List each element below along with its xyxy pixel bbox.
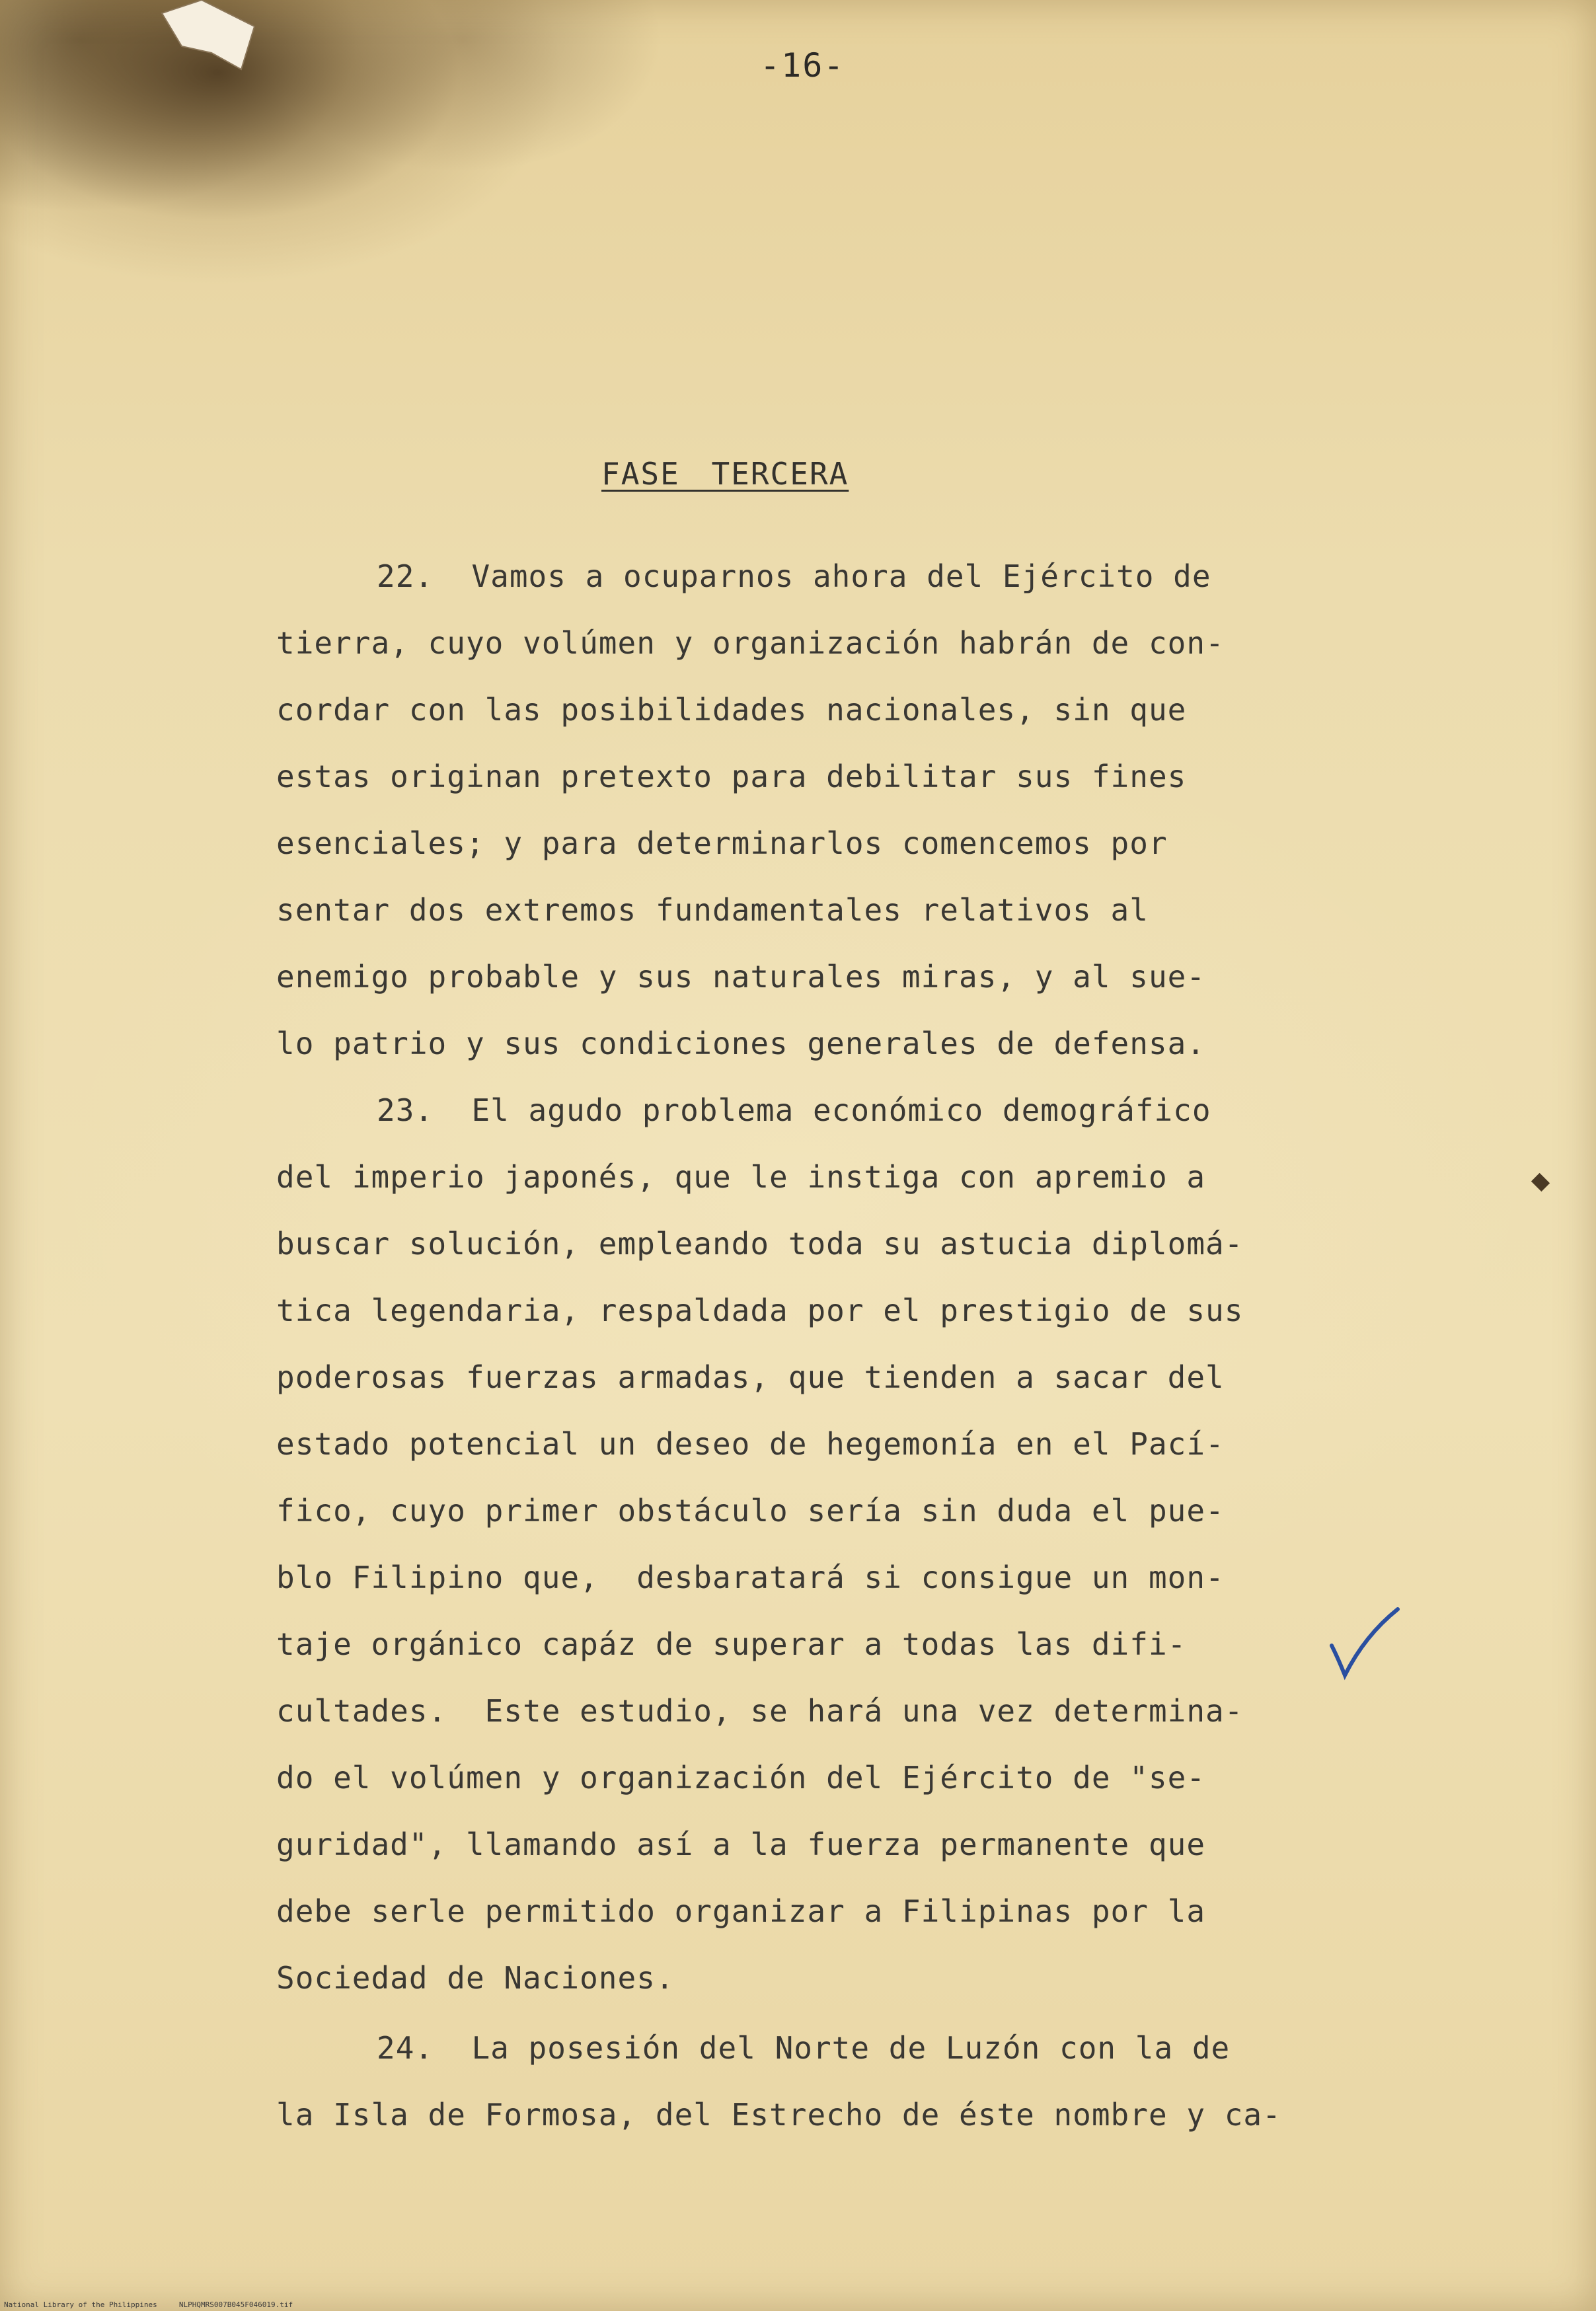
- text-line: 24. La posesión del Norte de Luzón con la de: [377, 2030, 1231, 2066]
- text-line: fico, cuyo primer obstáculo sería sin duda el pue-: [276, 1493, 1225, 1529]
- text-line: 23. El agudo problema económico demográfico: [377, 1092, 1211, 1128]
- text-line: tica legendaria, respaldada por el prestigio de sus: [276, 1293, 1244, 1328]
- text-line: cultades. Este estudio, se hará una vez determina-: [276, 1693, 1244, 1729]
- text-line: 22. Vamos a ocuparnos ahora del Ejército de: [377, 558, 1211, 594]
- text-line: esenciales; y para determinarlos comencemos por: [276, 825, 1168, 861]
- text-line: la Isla de Formosa, del Estrecho de éste nombre y ca-: [276, 2097, 1281, 2133]
- text-line: cordar con las posibilidades nacionales, sin que: [276, 692, 1187, 728]
- text-line: poderosas fuerzas armadas, que tienden a sacar del: [276, 1359, 1225, 1395]
- text-line: estas originan pretexto para debilitar sus fines: [276, 759, 1187, 794]
- text-line: debe serle permitido organizar a Filipinas por la: [276, 1893, 1206, 1929]
- text-line: Sociedad de Naciones.: [276, 1960, 675, 1996]
- page-number: -16-: [760, 46, 845, 85]
- text-line: buscar solución, empleando toda su astucia diplomá-: [276, 1226, 1244, 1262]
- text-line: del imperio japonés, que le instiga con apremio a: [276, 1159, 1206, 1195]
- torn-corner-mark: [155, 0, 261, 73]
- text-line: lo patrio y sus condiciones generales de defensa.: [276, 1026, 1206, 1061]
- text-line: blo Filipino que, desbaratará si consigue un mon-: [276, 1560, 1225, 1595]
- text-line: tierra, cuyo volúmen y organización habrán de con-: [276, 625, 1225, 661]
- text-line: guridad", llamando así a la fuerza permanente que: [276, 1827, 1206, 1862]
- archive-caption: National Library of the Philippines NLPHQMRS007B045F046019.tif: [4, 2300, 293, 2309]
- text-line: taje orgánico capáz de superar a todas las difi-: [276, 1626, 1187, 1662]
- section-heading: FASE TERCERA: [601, 456, 849, 492]
- pen-checkmark-icon: [1328, 1606, 1401, 1685]
- text-line: do el volúmen y organización del Ejército de "se-: [276, 1760, 1206, 1796]
- text-line: enemigo probable y sus naturales miras, y al sue-: [276, 959, 1206, 995]
- text-line: estado potencial un deseo de hegemonía en el Pací-: [276, 1426, 1225, 1462]
- text-line: sentar dos extremos fundamentales relativos al: [276, 892, 1149, 928]
